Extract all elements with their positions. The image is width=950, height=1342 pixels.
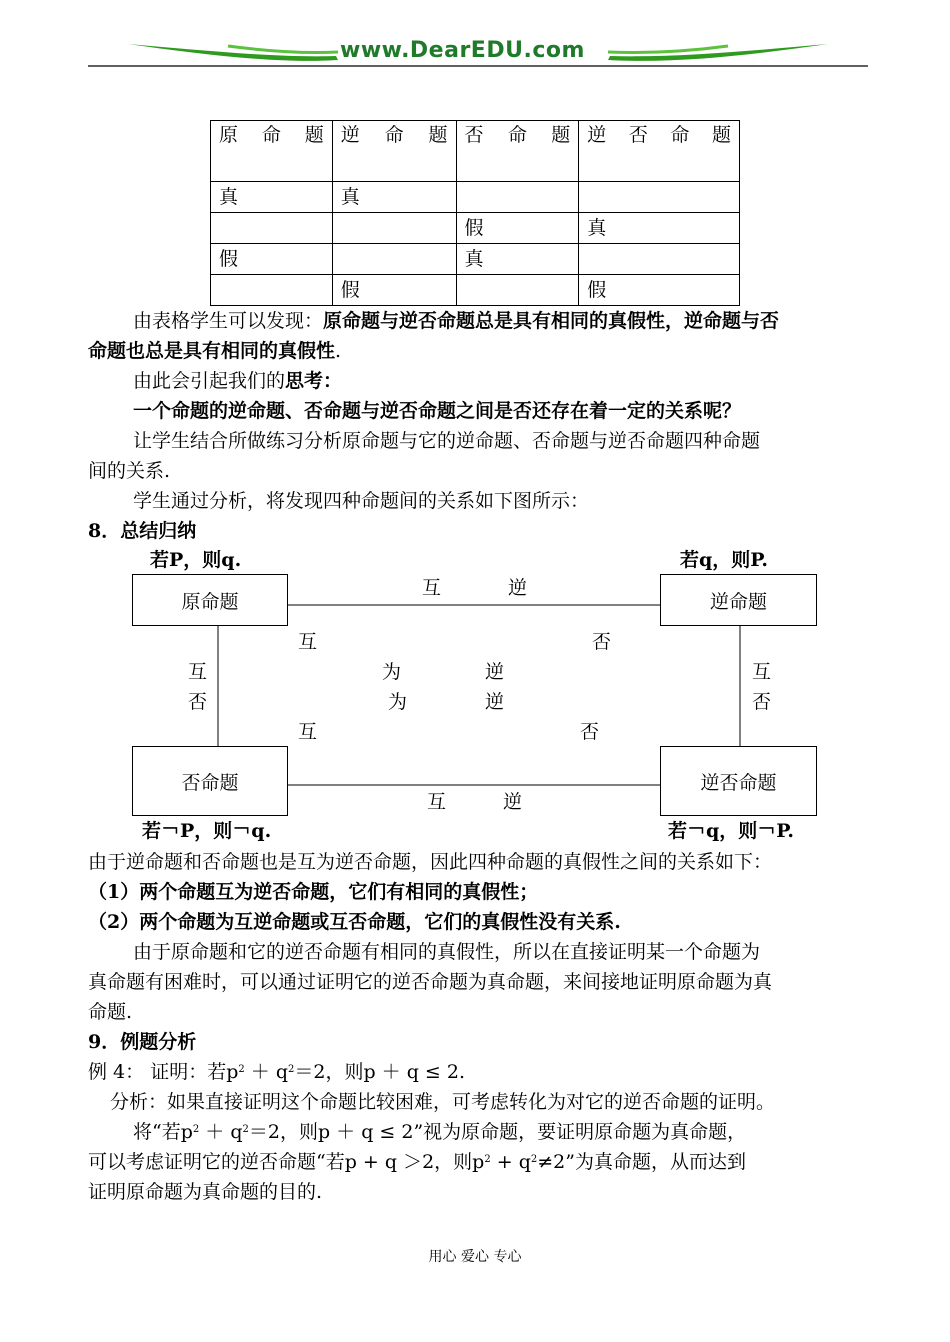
diag-label: 逆 (485, 691, 505, 713)
diag-label: 否 (592, 631, 612, 653)
table-cell: 假 (332, 275, 456, 306)
text: . (335, 340, 342, 362)
paragraph-analysis-task: 让学生结合所做练习分析原命题与它的逆命题、否命题与逆否命题四种命题 (133, 430, 761, 452)
form-inverse: 若￢P，则￢q. (142, 820, 272, 842)
label-mutual-converse-top: 互 (422, 577, 442, 599)
table-cell: 真 (211, 182, 333, 213)
diag-label: 互 (298, 631, 318, 653)
header-converse: 逆命题 (332, 121, 456, 182)
text: 由此会引起我们的 (133, 370, 286, 392)
paragraph-indirect-proof: 由于原命题和它的逆否命题有相同的真假性，所以在直接证明某一个命题为 (133, 941, 761, 963)
label-mutual-negation-left: 互 (188, 661, 208, 683)
section-heading-8: 8．总结归纳 (88, 520, 197, 542)
rule-1: （1）两个命题互为逆否命题，它们有相同的真假性； (88, 881, 539, 903)
text: ≠2”为真命题，从而达到 (537, 1151, 746, 1173)
logo-text: www.DearEDU.com (340, 38, 585, 63)
section-heading-9: 9．例题分析 (88, 1031, 197, 1053)
box-inverse: 否命题 (132, 746, 288, 816)
header-contrapositive: 逆否命题 (579, 121, 740, 182)
table-cell: 真 (456, 244, 579, 275)
superscript: 2 (484, 1154, 491, 1165)
label-mutual-converse-bottom: 逆 (503, 791, 523, 813)
example-label: 例 4： (88, 1061, 145, 1083)
paragraph-proof-plan (88, 1117, 913, 1147)
text-bold: 命题也总是具有相同的真假性 (88, 340, 336, 362)
example-4 (88, 1057, 868, 1087)
text: 可以考虑证明它的逆否命题“若p + q ＞2，则p (88, 1151, 485, 1173)
text-bold: 思考： (285, 370, 343, 392)
label-mutual-negation-right: 否 (752, 691, 772, 713)
paragraph-analysis: 分析：如果直接证明这个命题比较困难，可考虑转化为对它的逆否命题的证明。 (110, 1091, 776, 1113)
example-text (150, 1061, 465, 1083)
text: ＋ q (244, 1061, 288, 1083)
paragraph-indirect-proof-cont: 命题. (88, 1001, 133, 1023)
table-cell: 假 (579, 275, 740, 306)
table-cell: 假 (456, 213, 579, 244)
text: 将“若p (133, 1121, 193, 1143)
box-converse: 逆命题 (660, 574, 817, 626)
superscript: 2 (238, 1064, 245, 1075)
paragraph-indirect-proof-cont: 真命题有困难时，可以通过证明它的逆否命题为真命题，来间接地证明原命题为真 (88, 971, 773, 993)
form-original: 若P，则q. (150, 549, 242, 571)
diag-label: 互 (298, 721, 318, 743)
header-original: 原命题 (211, 121, 333, 182)
diag-label: 为 (388, 691, 408, 713)
superscript: 2 (287, 1064, 295, 1075)
rule-2: （2）两个命题为互逆命题或互否命题，它们的真假性没有关系. (88, 911, 621, 933)
footer-text: 用心 爱心 专心 (428, 1249, 522, 1265)
paragraph-question: 一个命题的逆命题、否命题与逆否命题之间是否还存在着一定的关系呢？ (133, 400, 742, 422)
label-mutual-converse-bottom: 互 (427, 791, 447, 813)
text-bold: 原命题与逆否命题总是具有相同的真假性，逆命题与否 (323, 310, 780, 332)
paragraph-proof-plan-cont: 证明原命题为真命题的目的. (88, 1181, 323, 1203)
text: + q (490, 1151, 531, 1173)
diag-label: 否 (580, 721, 600, 743)
table-cell: 真 (332, 182, 456, 213)
table-cell: 假 (211, 244, 333, 275)
superscript: 2 (192, 1124, 200, 1135)
form-converse: 若q，则P. (680, 549, 769, 571)
paragraph-relationship: 由于逆命题和否命题也是互为逆否命题，因此四种命题的真假性之间的关系如下： (88, 851, 773, 873)
diag-label: 逆 (485, 661, 505, 683)
text: 由表格学生可以发现： (133, 310, 324, 332)
superscript: 2 (530, 1154, 538, 1165)
text: ＝2，则p ＋ q ≤ 2”视为原命题，要证明原命题为真命题， (248, 1121, 747, 1143)
label-mutual-converse-top: 逆 (508, 577, 528, 599)
text: ＝2，则p ＋ q ≤ 2. (294, 1061, 465, 1083)
paragraph-proof-plan-cont (88, 1147, 868, 1177)
superscript: 2 (242, 1124, 249, 1135)
text: ＋ q (199, 1121, 243, 1143)
header-inverse: 否命题 (456, 121, 579, 182)
text: 证明：若p (150, 1061, 239, 1083)
box-contrapositive: 逆否命题 (660, 746, 817, 816)
paragraph-discovery: 学生通过分析，将发现四种命题间的关系如下图所示： (133, 490, 590, 512)
diag-label: 为 (382, 661, 402, 683)
label-mutual-negation-left: 否 (188, 691, 208, 713)
form-contrapositive: 若￢q，则￢P. (668, 820, 795, 842)
table-cell: 真 (579, 213, 740, 244)
box-original: 原命题 (132, 574, 288, 626)
label-mutual-negation-right: 互 (752, 661, 772, 683)
paragraph-analysis-task-cont: 间的关系. (88, 460, 171, 482)
